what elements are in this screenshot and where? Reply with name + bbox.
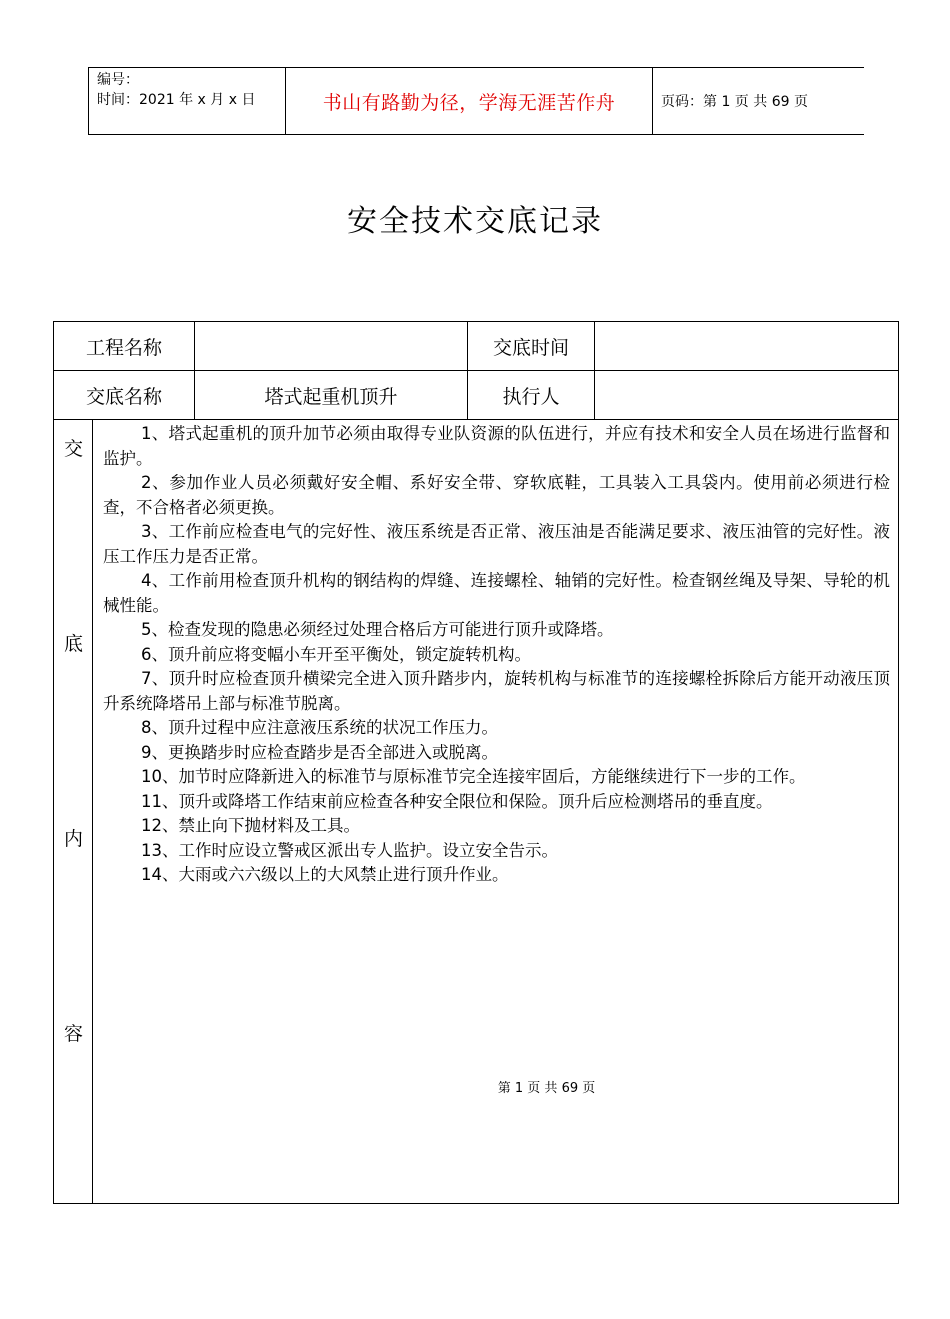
page-footer: 第 1 页 共 69 页 xyxy=(497,1080,596,1096)
handover-form xyxy=(53,321,899,1204)
handover-name-field[interactable]: 塔式起重机顶升 xyxy=(195,371,468,420)
list-item: 4、工作前用检查顶升机构的钢结构的焊缝、连接螺栓、轴销的完好性。检查钢丝绳及导架、导轮的机械性能。 xyxy=(103,571,891,615)
project-name-field[interactable] xyxy=(195,322,468,371)
content-side-label xyxy=(54,420,93,1204)
side-char: 交 xyxy=(63,438,83,460)
handover-content xyxy=(93,420,898,1101)
list-item: 12、禁止向下抛材料及工具。 xyxy=(141,816,360,835)
list-item: 10、加节时应降新进入的标准节与原标准节完全连接牢固后，方能继续进行下一步的工作。 xyxy=(141,767,806,786)
list-item: 8、顶升过程中应注意液压系统的状况工作压力。 xyxy=(141,718,498,737)
list-item: 5、检查发现的隐患必须经过处理合格后方可能进行顶升或降塔。 xyxy=(141,620,614,639)
side-char: 容 xyxy=(63,1023,83,1045)
content-cell xyxy=(93,420,899,1204)
handover-time-field[interactable] xyxy=(595,322,899,371)
side-char: 内 xyxy=(63,828,83,850)
list-item: 11、顶升或降塔工作结束前应检查各种安全限位和保险。顶升后应检测塔吊的垂直度。 xyxy=(141,791,773,811)
list-item: 13、工作时应设立警戒区派出专人监护。设立安全告示。 xyxy=(141,840,558,860)
page-title: 安全技术交底记录 xyxy=(347,204,603,239)
document-header xyxy=(88,67,864,135)
list-item: 6、顶升前应将变幅小车开至平衡处，锁定旋转机构。 xyxy=(141,644,531,664)
list-item: 14、大雨或六六级以上的大风禁止进行顶升作业。 xyxy=(141,865,509,884)
handover-name-label: 交底名称 xyxy=(54,371,195,420)
list-item: 3、工作前应检查电气的完好性、液压系统是否正常、液压油是否能满足要求、液压油管的完好性。液压工作压力是否正常。 xyxy=(103,522,891,566)
list-item: 9、更换踏步时应检查踏步是否全部进入或脱离。 xyxy=(141,742,498,762)
time-label: 时间：2021 年 x 月 x 日 xyxy=(97,92,256,108)
list-item: 2、参加作业人员必须戴好安全帽、系好安全带、穿软底鞋，工具装入工具袋内。使用前必须进行检查，不合格者必须更换。 xyxy=(103,473,891,517)
motto: 书山有路勤为径，学海无涯苦作舟 xyxy=(285,68,653,134)
list-item: 1、塔式起重机的顶升加节必须由取得专业队资源的队伍进行，并应有技术和安全人员在场进行监督和监护。 xyxy=(103,424,891,468)
executor-label: 执行人 xyxy=(468,371,595,420)
page-code: 页码：第 1 页 共 69 页 xyxy=(661,94,808,110)
project-name-label: 工程名称 xyxy=(54,322,195,371)
handover-time-label: 交底时间 xyxy=(468,322,595,371)
executor-field[interactable] xyxy=(595,371,899,420)
header-meta xyxy=(97,70,285,110)
list-item: 7、顶升时应检查顶升横梁完全进入顶升踏步内，旋转机构与标准节的连接螺栓拆除后方能开动液压顶升系统降塔吊上部与标准节脱离。 xyxy=(103,669,891,713)
side-char: 底 xyxy=(63,633,83,655)
number-label: 编号： xyxy=(97,72,139,88)
